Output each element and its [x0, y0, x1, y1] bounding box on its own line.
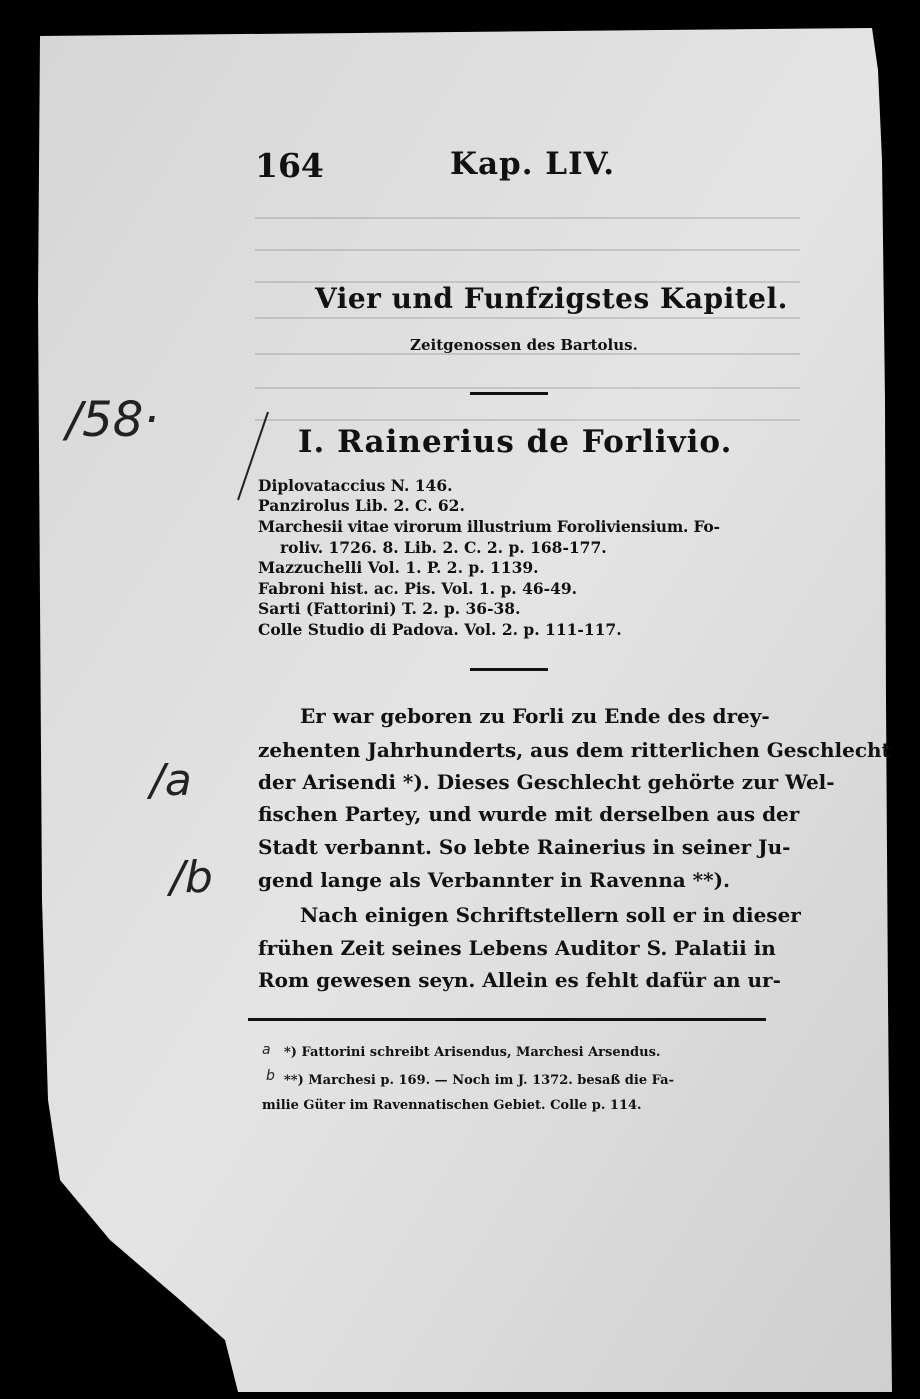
reference-line: Marchesii vitae virorum illustrium Foroliviensium. Fo-: [258, 517, 720, 536]
handwritten-footnote-mark-a: a: [262, 1042, 271, 1058]
reference-line: Mazzuchelli Vol. 1. P. 2. p. 1139.: [258, 558, 539, 577]
reference-line: Fabroni hist. ac. Pis. Vol. 1. p. 46-49.: [258, 579, 578, 598]
reference-line: Diplovataccius N. 146.: [258, 476, 453, 495]
body-line: Er war geboren zu Forli zu Ende des drey-: [300, 704, 770, 728]
body-line: gend lange als Verbannter in Ravenna **).: [258, 868, 731, 892]
body-line: fischen Partey, und wurde mit derselben aus der: [258, 802, 800, 826]
section-title: I. Rainerius de Forlivio.: [298, 424, 733, 460]
body-line: frühen Zeit seines Lebens Auditor S. Palatii in: [258, 936, 776, 960]
handwritten-margin-number: /58·: [66, 392, 159, 448]
reference-line: Colle Studio di Padova. Vol. 2. p. 111-117.: [258, 620, 622, 639]
body-line: zehenten Jahrhunderts, aus dem ritterlichen Geschlecht: [258, 738, 891, 762]
reference-line: roliv. 1726. 8. Lib. 2. C. 2. p. 168-177.: [280, 538, 607, 557]
page-number: 164: [255, 146, 324, 185]
reference-line: Sarti (Fattorini) T. 2. p. 36-38.: [258, 599, 521, 618]
body-line: der Arisendi *). Dieses Geschlecht gehörte zur Wel-: [258, 770, 835, 794]
handwritten-note-b: /b: [170, 852, 213, 903]
footnote-2-continued: milie Güter im Ravennatischen Gebiet. Colle p. 114.: [262, 1098, 642, 1113]
body-line: Stadt verbannt. So lebte Rainerius in seiner Ju-: [258, 835, 791, 859]
footnote-1: *) Fattorini schreibt Arisendus, Marchesi Arsendus.: [284, 1045, 661, 1060]
chapter-subtitle: Zeitgenossen des Bartolus.: [410, 336, 638, 354]
running-head: Kap. LIV.: [450, 146, 616, 182]
body-line: Rom gewesen seyn. Allein es fehlt dafür an ur-: [258, 968, 781, 992]
chapter-title: Vier und Funfzigstes Kapitel.: [315, 282, 788, 315]
handwritten-footnote-mark-b: b: [266, 1068, 275, 1084]
body-line: Nach einigen Schriftstellern soll er in dieser: [300, 903, 801, 927]
reference-line: Panzirolus Lib. 2. C. 62.: [258, 496, 465, 515]
footnote-2: **) Marchesi p. 169. — Noch im J. 1372. besaß die Fa-: [284, 1073, 674, 1088]
handwritten-note-a: /a: [150, 755, 192, 806]
